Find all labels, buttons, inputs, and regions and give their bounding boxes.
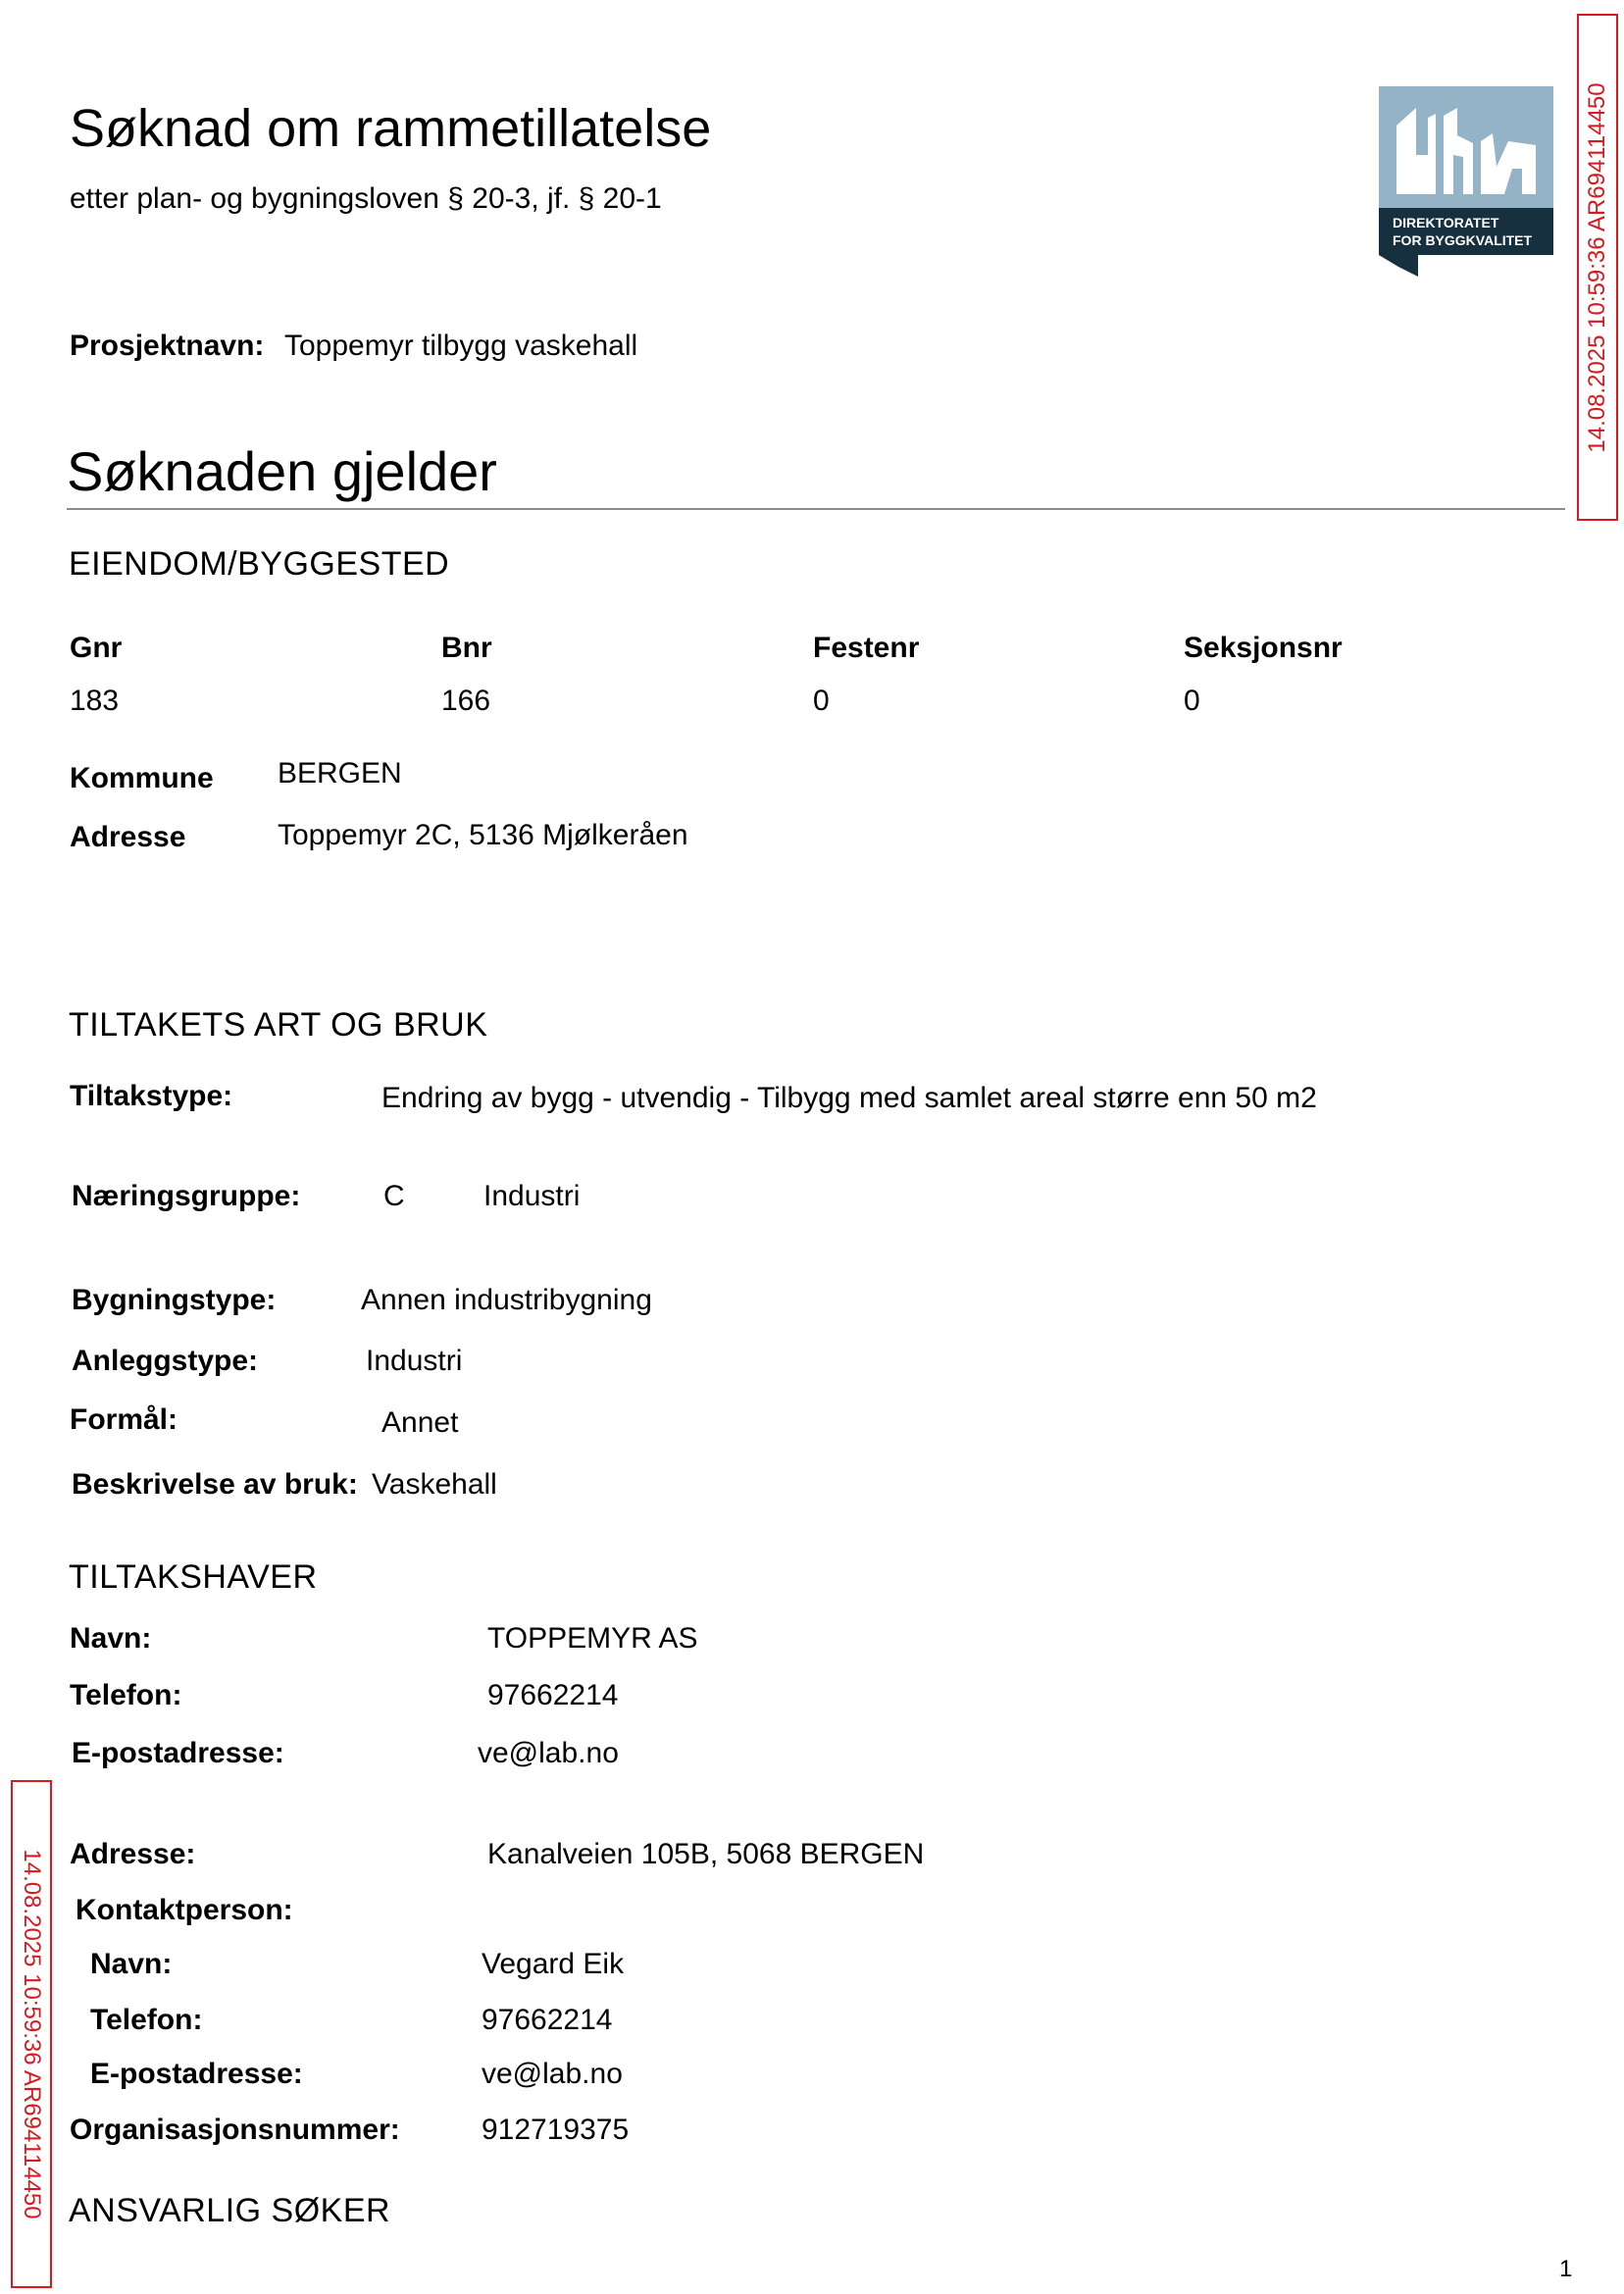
ansvarlig-soker-heading: ANSVARLIG SØKER: [69, 2192, 391, 2229]
tiltakshaver-adresse-label: Adresse:: [70, 1838, 196, 1870]
anleggstype-value: Industri: [366, 1345, 463, 1377]
timestamp-stamp-bottom: [11, 1780, 52, 2288]
eiendom-heading: EIENDOM/BYGGESTED: [69, 545, 450, 583]
kontakt-navn-value: Vegard Eik: [482, 1948, 625, 1980]
organisasjonsnummer-value: 912719375: [482, 2114, 630, 2146]
tiltakshaver-telefon-value: 97662214: [487, 1679, 619, 1711]
adresse-label: Adresse: [70, 821, 186, 853]
bnr-header: Bnr: [441, 632, 492, 664]
tiltakshaver-navn-value: TOPPEMYR AS: [487, 1622, 698, 1655]
kontakt-telefon-value: 97662214: [482, 2004, 613, 2036]
section-divider: [67, 508, 1565, 510]
project-name-value: Toppemyr tilbygg vaskehall: [284, 330, 638, 362]
tiltakshaver-epost-value: ve@lab.no: [478, 1737, 619, 1769]
dibk-logo-icon: [1379, 86, 1553, 277]
formal-value: Annet: [381, 1406, 459, 1439]
adresse-value: Toppemyr 2C, 5136 Mjølkeråen: [278, 819, 688, 851]
logo-line-2: FOR BYGGKVALITET: [1393, 232, 1533, 248]
logo-line-1: DIREKTORATET: [1393, 215, 1499, 230]
festenr-value: 0: [813, 685, 830, 717]
tiltakshaver-navn-label: Navn:: [70, 1622, 152, 1655]
tiltakshaver-heading: TILTAKSHAVER: [69, 1558, 318, 1596]
tiltakstype-value: Endring av bygg - utvendig - Tilbygg med samlet areal større enn 50 m2: [381, 1082, 1317, 1114]
timestamp-stamp-top: [1577, 14, 1618, 521]
bygningstype-label: Bygningstype:: [72, 1284, 277, 1316]
page-number: 1: [1559, 2256, 1573, 2282]
naeringsgruppe-label: Næringsgruppe:: [72, 1180, 301, 1212]
bnr-value: 166: [441, 685, 491, 717]
naeringsgruppe-code: C: [383, 1180, 405, 1212]
seksjonsnr-header: Seksjonsnr: [1184, 632, 1343, 664]
festenr-header: Festenr: [813, 632, 920, 664]
organisasjonsnummer-label: Organisasjonsnummer:: [70, 2114, 400, 2146]
tiltak-heading: TILTAKETS ART OG BRUK: [69, 1006, 488, 1044]
stamp-text: 14.08.2025 10:59:36 AR694114450: [1584, 81, 1610, 453]
tiltakshaver-adresse-value: Kanalveien 105B, 5068 BERGEN: [487, 1838, 925, 1870]
bygningstype-value: Annen industribygning: [361, 1284, 652, 1316]
kontakt-telefon-label: Telefon:: [90, 2004, 203, 2036]
kommune-value: BERGEN: [278, 757, 402, 790]
document-title: Søknad om rammetillatelse: [70, 99, 712, 158]
project-name-label: Prosjektnavn:: [70, 330, 265, 362]
document-subtitle: etter plan- og bygningsloven § 20-3, jf. § 20-1: [70, 182, 662, 215]
seksjonsnr-value: 0: [1184, 685, 1200, 717]
anleggstype-label: Anleggstype:: [72, 1345, 259, 1377]
formal-label: Formål:: [70, 1403, 178, 1436]
beskrivelse-label: Beskrivelse av bruk:: [72, 1468, 358, 1501]
naeringsgruppe-value: Industri: [483, 1180, 581, 1212]
kommune-label: Kommune: [70, 762, 214, 794]
stamp-text: 14.08.2025 10:59:36 AR694114450: [19, 1849, 45, 2219]
tiltakstype-label: Tiltakstype:: [70, 1080, 233, 1112]
beskrivelse-value: Vaskehall: [372, 1468, 497, 1501]
gnr-value: 183: [70, 685, 120, 717]
tiltakshaver-epost-label: E-postadresse:: [72, 1737, 284, 1769]
kontaktperson-label: Kontaktperson:: [76, 1894, 293, 1926]
gnr-header: Gnr: [70, 632, 123, 664]
kontakt-epost-value: ve@lab.no: [482, 2058, 623, 2090]
kontakt-epost-label: E-postadresse:: [90, 2058, 303, 2090]
kontakt-navn-label: Navn:: [90, 1948, 173, 1980]
section-title: Søknaden gjelder: [67, 440, 497, 502]
tiltakshaver-telefon-label: Telefon:: [70, 1679, 182, 1711]
